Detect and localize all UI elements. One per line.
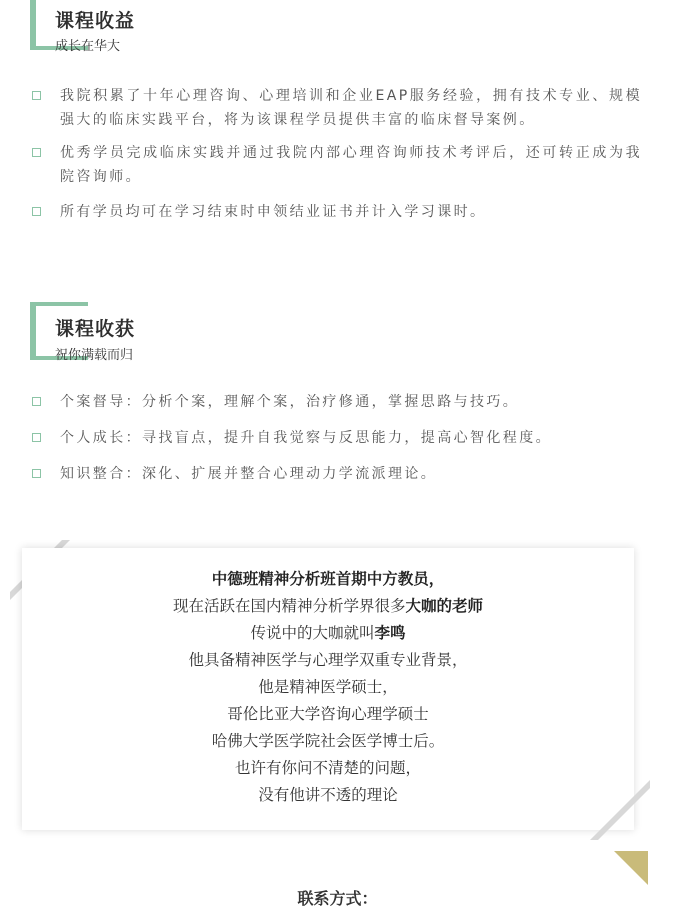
- quote-line: 中德班精神分析班首期中方教员，: [211, 570, 445, 588]
- quote-line: [22, 593, 634, 620]
- list-item-text: 我院积累了十年心理咨询、心理培训和企业EAP服务经验，拥有技术专业、规模强大的临床实践平台，将为该课程学员提供丰富的临床督导案例。: [60, 88, 642, 128]
- quote-line: [22, 620, 634, 647]
- instructor-quote-card: [22, 548, 634, 830]
- list-item-text: 个人成长：寻找盲点，提升自我觉察与反思能力，提高心智化程度。: [60, 430, 552, 446]
- section-header-gains: [30, 302, 230, 362]
- corner-fold-bottom-right-decoration: [590, 780, 650, 840]
- quote-line-text: 现在活跃在国内精神分析学界很多: [172, 597, 406, 615]
- benefits-list: [30, 84, 642, 224]
- section-header-benefits: [30, 0, 230, 52]
- quote-line: 哥伦比亚大学咨询心理学硕士: [227, 705, 429, 723]
- quote-line: 哈佛大学医学院社会医学博士后。: [211, 732, 445, 750]
- list-item: [30, 390, 642, 414]
- square-bullet-icon: [32, 148, 41, 157]
- quote-text: [22, 566, 634, 809]
- square-bullet-icon: [32, 469, 41, 478]
- list-item: [30, 84, 642, 132]
- list-item: [30, 462, 642, 486]
- gold-corner-triangle-decoration: [614, 851, 648, 885]
- list-item: [30, 141, 642, 189]
- list-item-text: 个案督导：分析个案，理解个案，治疗修通，掌握思路与技巧。: [60, 394, 520, 410]
- list-item: [30, 200, 642, 224]
- section-subtitle: 祝你满载而归: [55, 348, 134, 363]
- quote-emphasis: 李鸣: [374, 624, 406, 642]
- square-bullet-icon: [32, 397, 41, 406]
- list-item-text: 知识整合：深化、扩展并整合心理动力学流派理论。: [60, 466, 438, 482]
- quote-line: 他是精神医学硕士，: [258, 678, 398, 696]
- gains-list: [30, 390, 642, 486]
- list-item-text: 优秀学员完成临床实践并通过我院内部心理咨询师技术考评后，还可转正成为我院咨询师。: [60, 145, 642, 185]
- list-item: [30, 426, 642, 450]
- quote-emphasis: 大咖的老师: [405, 597, 484, 615]
- section-title: 课程收获: [55, 318, 136, 340]
- contact-heading: 联系方式：: [297, 889, 378, 908]
- quote-line: 也许有你问不清楚的问题，: [234, 759, 421, 777]
- section-subtitle: 成长在华大: [55, 39, 121, 54]
- quote-line-text: 传说中的大咖就叫: [250, 624, 375, 642]
- quote-line: 没有他讲不透的理论: [258, 786, 398, 804]
- section-title: 课程收益: [55, 10, 136, 32]
- square-bullet-icon: [32, 433, 41, 442]
- quote-line: 他具备精神医学与心理学双重专业背景，: [188, 651, 468, 669]
- square-bullet-icon: [32, 207, 41, 216]
- list-item-text: 所有学员均可在学习结束时申领结业证书并计入学习课时。: [60, 204, 487, 220]
- square-bullet-icon: [32, 91, 41, 100]
